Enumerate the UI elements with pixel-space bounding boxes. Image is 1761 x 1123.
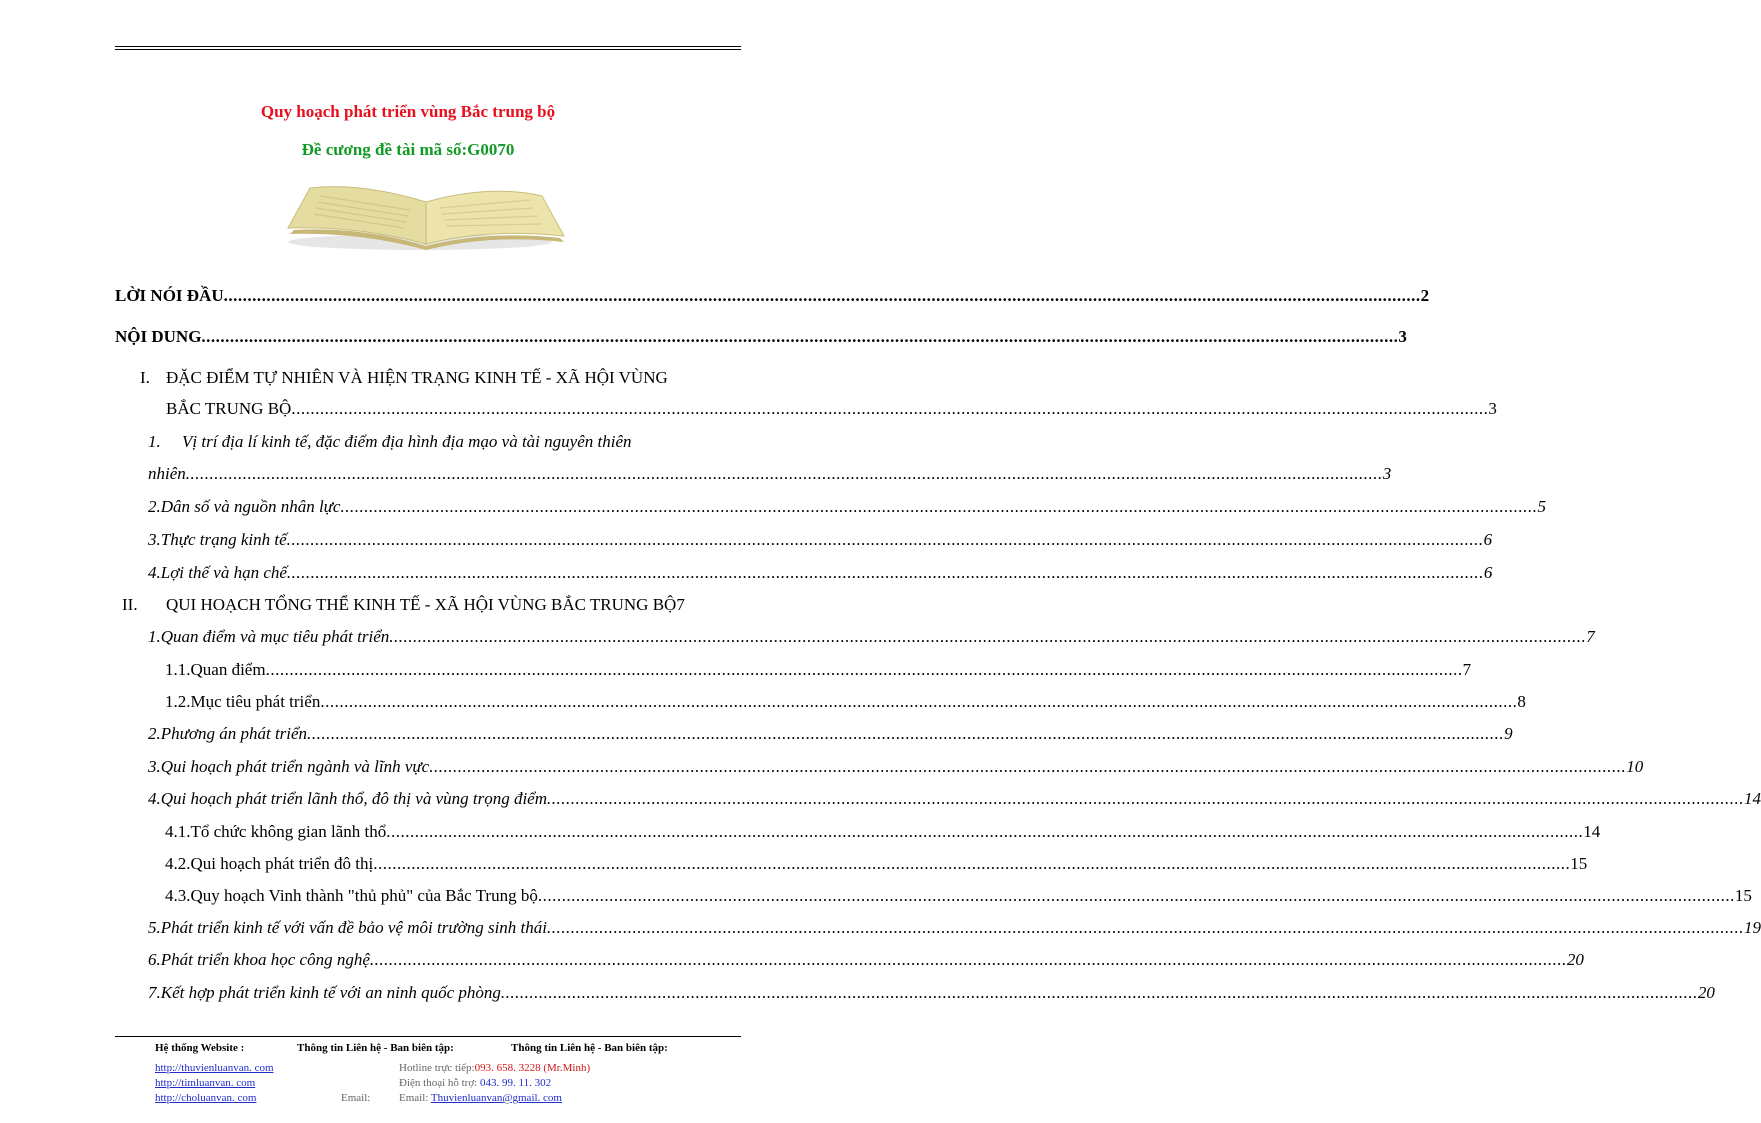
toc-leader: ............................................................................................................................................................................................................................................................ — [537, 886, 1735, 905]
footer-contact-heading-2: Thông tin Liên hệ - Ban biên tập: — [511, 1042, 668, 1054]
toc-entry-continued[interactable] — [166, 399, 1497, 419]
phone-label: Điện thoại hỗ trợ: — [399, 1077, 478, 1089]
toc-page: 15 — [1734, 886, 1752, 905]
hotline-value: 093. 658. 3228 (Mr.Minh) — [474, 1062, 591, 1074]
toc-entry[interactable] — [165, 660, 1472, 680]
toc-leader: ............................................................................................................................................................................................................................................................ — [369, 950, 1567, 969]
toc-label: Qui hoạch phát triển lãnh thổ, đô thị và vùng trọng điểm — [160, 789, 547, 808]
toc-page: 7 — [1462, 660, 1472, 679]
toc-label: Tổ chức không gian lãnh thổ — [190, 822, 387, 841]
toc-entry[interactable] — [148, 950, 1584, 970]
toc-entry[interactable] — [165, 692, 1526, 712]
phone-value: 043. 99. 11. 302 — [479, 1077, 552, 1089]
toc-label: Quan điểm và mục tiêu phát triển — [160, 627, 390, 646]
toc-leader: ............................................................................................................................................................................................................................................................ — [185, 464, 1383, 483]
toc-number: 2. — [148, 497, 161, 516]
toc-label: NỘI DUNG — [115, 327, 202, 346]
toc-page: 14 — [1744, 789, 1761, 808]
toc-number: 3. — [148, 757, 161, 776]
toc-entry[interactable] — [122, 595, 741, 615]
toc-entry[interactable] — [148, 497, 1546, 517]
toc-entry[interactable] — [148, 563, 1493, 583]
toc-page: 14 — [1583, 822, 1601, 841]
toc-leader: ............................................................................................................................................................................................................................................................ — [340, 497, 1538, 516]
toc-page: 6 — [1483, 530, 1493, 549]
toc-leader: ............................................................................................................................................................................................................................................................ — [500, 983, 1698, 1002]
toc-label: Qui hoạch phát triển đô thị — [190, 854, 374, 873]
footer-email-label-left: Email: — [341, 1092, 371, 1104]
toc-leader: ............................................................................................................................................................................................................................................................ — [265, 660, 1463, 679]
document-subtitle: Đề cương đề tài mã số:G0070 — [301, 140, 515, 159]
toc-label: Mục tiêu phát triển — [190, 692, 321, 711]
open-book-icon — [280, 180, 570, 252]
footer-websites-heading: Hệ thống Website : — [155, 1042, 245, 1054]
toc-entry[interactable] — [140, 368, 741, 388]
footer-rule — [115, 1036, 741, 1037]
toc-label: Phát triển kinh tế với vấn đề bảo vệ môi trường sinh thái — [160, 918, 547, 937]
toc-entry[interactable] — [148, 724, 1513, 744]
toc-number: 3. — [148, 530, 161, 549]
toc-number: 2. — [148, 724, 161, 743]
toc-number: 4.1. — [165, 822, 191, 841]
toc-label: Qui hoạch phát triển ngành và lĩnh vực — [160, 757, 430, 776]
toc-number: 4. — [148, 563, 161, 582]
toc-number: 6. — [148, 950, 161, 969]
toc-label: nhiên — [148, 464, 186, 483]
toc-number: 1.2. — [165, 692, 191, 711]
toc-leader: ............................................................................................................................................................................................................................................................ — [291, 399, 1489, 418]
toc-number: 4.2. — [165, 854, 191, 873]
footer-hotline — [399, 1062, 590, 1074]
footer-website-link[interactable]: http://choluanvan. com — [155, 1092, 257, 1104]
toc-entry[interactable] — [148, 983, 1715, 1003]
toc-page: 2 — [1420, 286, 1430, 305]
toc-leader: ............................................................................................................................................................................................................................................................ — [286, 563, 1484, 582]
toc-page: 3 — [1488, 399, 1497, 418]
toc-page: 7 — [1586, 627, 1595, 646]
toc-page: 8 — [1517, 692, 1526, 711]
header-rule-top — [115, 46, 741, 47]
toc-leader: ............................................................................................................................................................................................................................................................ — [429, 757, 1627, 776]
toc-entry[interactable] — [148, 432, 741, 452]
toc-leader: ............................................................................................................................................................................................................................................................ — [386, 822, 1584, 841]
toc-label: Thực trạng kinh tế — [160, 530, 287, 549]
toc-entry-continued[interactable] — [148, 464, 1392, 484]
toc-number: 5. — [148, 918, 161, 937]
toc-entry[interactable] — [148, 627, 1595, 647]
toc-page: 20 — [1566, 950, 1584, 969]
toc-label: Phương án phát triển — [160, 724, 308, 743]
hotline-label: Hotline trực tiếp: — [399, 1062, 475, 1074]
toc-number: 4.3. — [165, 886, 191, 905]
footer-email — [399, 1092, 562, 1104]
footer-website-link[interactable]: http://timluanvan. com — [155, 1077, 256, 1089]
toc-entry[interactable] — [148, 757, 1644, 777]
document-title: Quy hoạch phát triển vùng Bắc trung bộ — [260, 102, 556, 121]
toc-label: ĐẶC ĐIỂM TỰ NHIÊN VÀ HIỆN TRẠNG KINH TẾ - XÃ HỘI VÙNG — [166, 368, 668, 387]
toc-number: II. — [122, 595, 138, 614]
toc-page: 5 — [1537, 497, 1546, 516]
toc-page: 20 — [1697, 983, 1715, 1002]
toc-label: BẮC TRUNG BỘ — [166, 399, 292, 418]
toc-page: 6 — [1483, 563, 1493, 582]
toc-entry[interactable] — [165, 886, 1752, 906]
toc-leader: ............................................................................................................................................................................................................................................................ — [307, 724, 1505, 743]
toc-number: 1.1. — [165, 660, 191, 679]
toc-page: 15 — [1570, 854, 1588, 873]
toc-number: 1. — [148, 432, 161, 451]
toc-page: 3 — [1398, 327, 1407, 346]
toc-page: 9 — [1504, 724, 1513, 743]
header-rule-bottom — [115, 49, 741, 50]
toc-label: Quy hoạch Vinh thành "thủ phủ" của Bắc Trung bộ — [190, 886, 538, 905]
toc-label: Vị trí địa lí kinh tế, đặc điểm địa hình địa mạo và tài nguyên thiên — [182, 432, 632, 451]
toc-label: Quan điểm — [190, 660, 266, 679]
footer-website-link[interactable]: http://thuvienluanvan. com — [155, 1062, 274, 1074]
toc-page: 7 — [676, 595, 685, 614]
toc-entry[interactable] — [165, 854, 1588, 874]
toc-leader: ............................................................................................................................................................................................................................................................ — [223, 286, 1421, 305]
toc-label: LỜI NÓI ĐẦU — [115, 286, 224, 305]
email-link[interactable]: Thuvienluanvan@gmail. com — [430, 1092, 562, 1104]
toc-leader: ............................................................................................................................................................................................................................................................ — [320, 692, 1518, 711]
toc-leader: ............................................................................................................................................................................................................................................................ — [389, 627, 1587, 646]
toc-entry[interactable] — [115, 286, 1430, 306]
footer-phone — [399, 1077, 551, 1089]
toc-entry[interactable] — [148, 530, 1493, 550]
toc-leader: ............................................................................................................................................................................................................................................................ — [286, 530, 1484, 549]
toc-label: Phát triển khoa học công nghệ — [160, 950, 370, 969]
toc-number: I. — [140, 368, 150, 387]
toc-leader: ............................................................................................................................................................................................................................................................ — [373, 854, 1571, 873]
toc-leader: ............................................................................................................................................................................................................................................................ — [547, 789, 1744, 808]
toc-label: Dân số và nguồn nhân lực — [160, 497, 341, 516]
toc-number: 1. — [148, 627, 161, 646]
toc-page: 19 — [1744, 918, 1761, 937]
toc-leader: ............................................................................................................................................................................................................................................................ — [201, 327, 1399, 346]
toc-page: 10 — [1626, 757, 1644, 776]
footer-contact-heading: Thông tin Liên hệ - Ban biên tập: — [297, 1042, 454, 1054]
toc-entry[interactable] — [165, 822, 1601, 842]
email-label: Email: — [399, 1092, 429, 1104]
toc-label: QUI HOẠCH TỔNG THỂ KINH TẾ - XÃ HỘI VÙNG BẮC TRUNG BỘ — [166, 595, 677, 614]
toc-label: Lợi thế và hạn chế — [160, 563, 287, 582]
toc-label: Kết hợp phát triển kinh tế với an ninh quốc phòng — [160, 983, 501, 1002]
toc-number: 7. — [148, 983, 161, 1002]
toc-entry[interactable] — [115, 327, 1407, 347]
toc-entry[interactable] — [148, 918, 1761, 938]
toc-number: 4. — [148, 789, 161, 808]
toc-page: 3 — [1382, 464, 1392, 483]
toc-leader: ............................................................................................................................................................................................................................................................ — [547, 918, 1744, 937]
toc-entry[interactable] — [148, 789, 1761, 809]
